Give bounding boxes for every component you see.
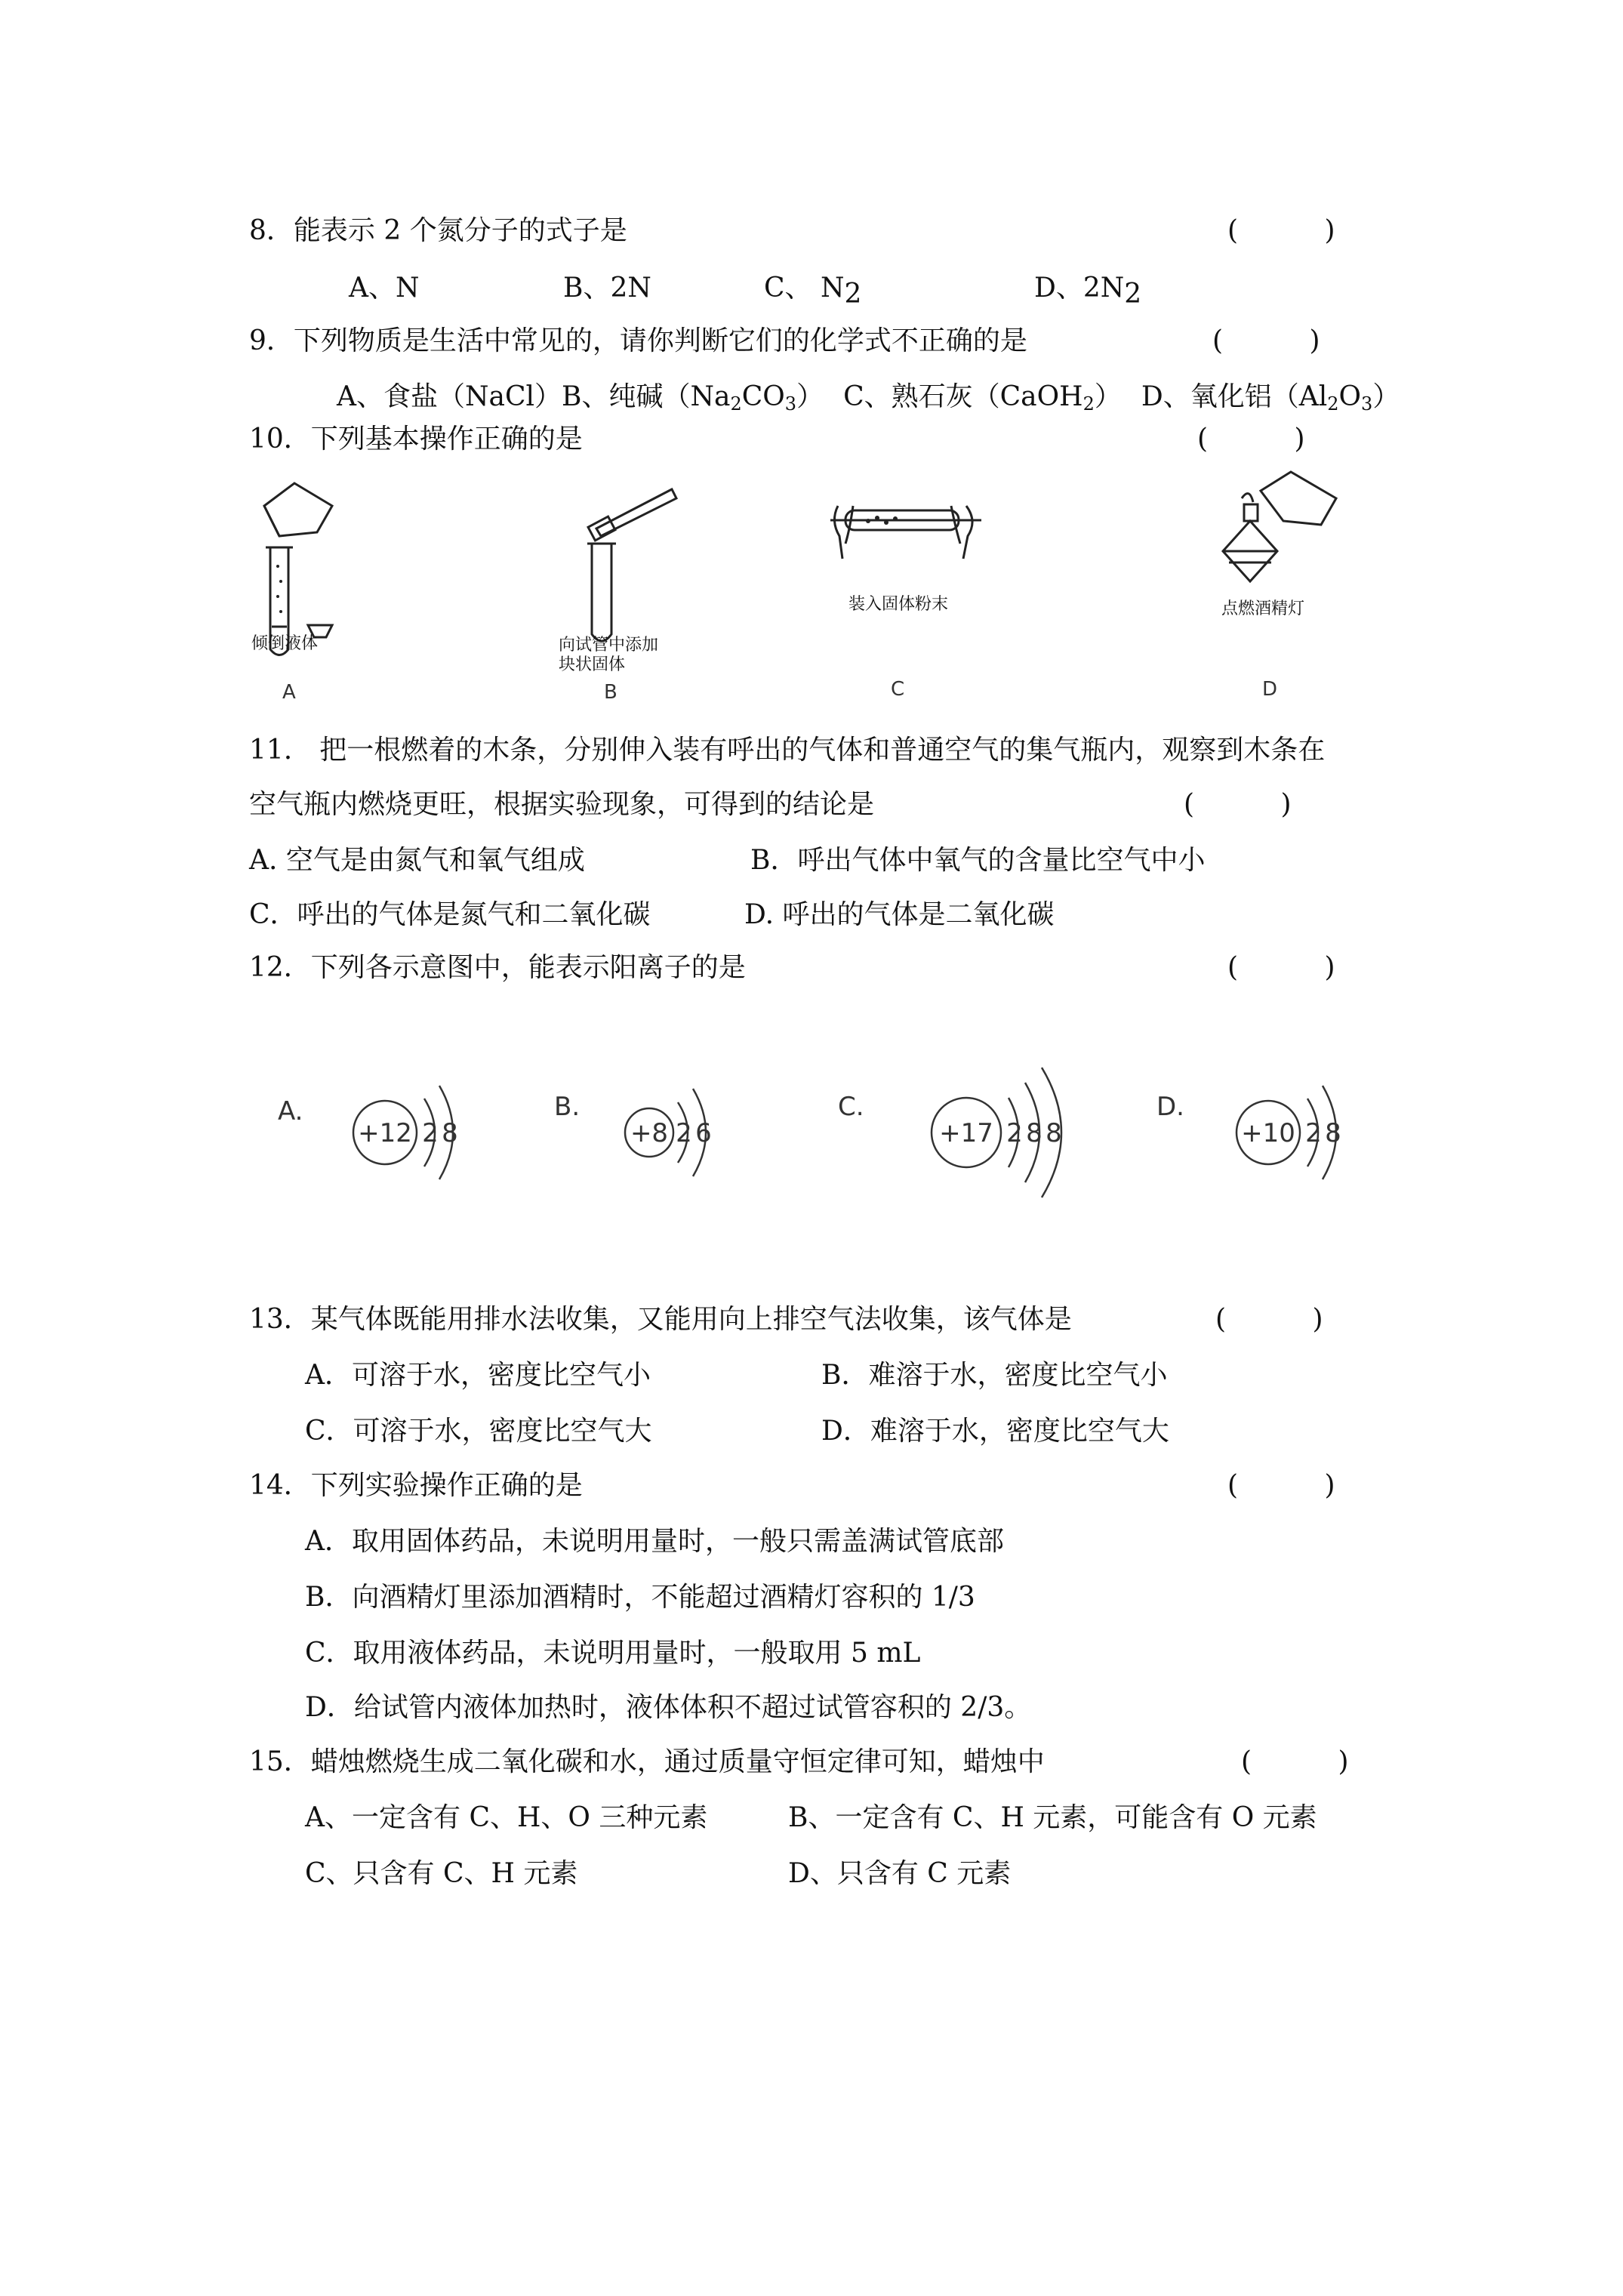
figure-a-letter: A xyxy=(282,681,296,704)
atom-d-shell-1: 2 xyxy=(1305,1118,1322,1148)
atom-c-diagram xyxy=(906,1034,1102,1231)
question-10-stem: 10．下列基本操作正确的是 xyxy=(249,424,583,455)
question-15-stem: 15．蜡烛燃烧生成二氧化碳和水，通过质量守恒定律可知，蜡烛中 xyxy=(249,1746,1045,1777)
question-8-option-d-sub: 2 xyxy=(1124,279,1142,310)
question-8-option-d xyxy=(1034,272,1142,310)
question-9-options xyxy=(337,381,1400,421)
question-8-option-c-text: C、 N xyxy=(764,273,845,304)
question-13-option-b: B．难溶于水，密度比空气小 xyxy=(821,1360,1168,1391)
atom-c-nucleus: +17 xyxy=(939,1118,993,1148)
question-13-option-d: D．难溶于水，密度比空气大 xyxy=(821,1416,1169,1447)
atom-b-shell-1: 2 xyxy=(676,1118,692,1148)
atom-c-label: C. xyxy=(838,1092,864,1122)
question-9-option-c: C、熟石灰（CaOH$_2$） xyxy=(843,381,1122,415)
atom-b-label: B. xyxy=(554,1092,581,1122)
question-14-option-a: A．取用固体药品，未说明用量时，一般只需盖满试管底部 xyxy=(305,1526,1004,1557)
question-15-option-b: B、一定含有 C、H 元素，可能含有 O 元素 xyxy=(788,1802,1317,1833)
question-8-option-d-text: D、2N xyxy=(1034,273,1125,304)
atom-b-shell-2: 6 xyxy=(695,1118,712,1148)
question-8-option-b: B、2N xyxy=(563,273,651,304)
question-9-option-b: B、纯碱$(Na_2CO_3)$ xyxy=(562,381,824,415)
question-11-option-d: D. 呼出的气体是二氧化碳 xyxy=(744,899,1055,930)
atom-d-label: D. xyxy=(1156,1092,1184,1122)
question-14-option-c: C．取用液体药品，未说明用量时，一般取用 5 mL xyxy=(305,1638,921,1669)
atom-c-shell-2: 8 xyxy=(1026,1118,1042,1148)
question-12-answer-paren: ( ) xyxy=(1227,952,1335,983)
atom-a-shell-1: 2 xyxy=(422,1118,439,1148)
question-11-answer-paren: ( ) xyxy=(1184,789,1292,820)
question-13-stem: 13．某气体既能用排水法收集，又能用向上排空气法收集，该气体是 xyxy=(249,1304,1072,1335)
figure-c-letter: C xyxy=(891,678,905,701)
figure-adding-solid xyxy=(574,476,694,649)
figure-b-letter: B xyxy=(604,681,617,704)
question-9-stem: 9．下列物质是生活中常见的，请你判断它们的化学式不正确的是 xyxy=(249,325,1027,356)
question-8-answer-paren: ( ) xyxy=(1227,215,1335,246)
question-14-stem: 14．下列实验操作正确的是 xyxy=(249,1470,583,1501)
atom-c-shell-1: 2 xyxy=(1006,1118,1023,1148)
atom-b-diagram xyxy=(604,1057,740,1208)
atom-d-shell-2: 8 xyxy=(1325,1118,1341,1148)
atom-a-diagram xyxy=(340,1057,491,1208)
question-11-stem-line2: 空气瓶内燃烧更旺，根据实验现象，可得到的结论是 xyxy=(249,789,875,820)
question-15-option-c: C、只含有 C、H 元素 xyxy=(305,1858,578,1889)
question-8-stem: 8．能表示 2 个氮分子的式子是 xyxy=(249,215,627,246)
question-15-option-d: D、只含有 C 元素 xyxy=(788,1858,1012,1889)
question-9-option-a: A、食盐（NaCl） xyxy=(337,381,562,412)
question-15-answer-paren: ( ) xyxy=(1241,1746,1349,1777)
figure-lighting-lamp xyxy=(1208,468,1344,589)
question-14-option-b: B．向酒精灯里添加酒精时，不能超过酒精灯容积的 1/3 xyxy=(305,1582,975,1613)
figure-d-letter: D xyxy=(1262,678,1278,701)
question-13-option-c: C．可溶于水，密度比空气大 xyxy=(305,1416,652,1447)
question-9-answer-paren: ( ) xyxy=(1212,325,1320,356)
question-11-option-c: C．呼出的气体是氮气和二氧化碳 xyxy=(249,899,651,930)
question-13-option-a: A．可溶于水，密度比空气小 xyxy=(305,1360,651,1391)
atom-d-nucleus: +10 xyxy=(1241,1118,1295,1148)
atom-a-label: A. xyxy=(278,1096,303,1126)
question-11-stem-line1: 11. 把一根燃着的木条，分别伸入装有呼出的气体和普通空气的集气瓶内，观察到木条在 xyxy=(249,735,1326,766)
atom-a-nucleus: +12 xyxy=(358,1118,412,1148)
question-14-answer-paren: ( ) xyxy=(1227,1470,1335,1501)
question-11-option-b: B．呼出气体中氧气的含量比空气中小 xyxy=(750,845,1206,876)
question-8-option-a: A、N xyxy=(349,273,420,304)
question-13-answer-paren: ( ) xyxy=(1215,1304,1323,1335)
question-14-option-d: D．给试管内液体加热时，液体体积不超过试管容积的 2/3。 xyxy=(305,1692,1032,1723)
atom-c-shell-3: 8 xyxy=(1046,1118,1062,1148)
question-15-option-a: A、一定含有 C、H、O 三种元素 xyxy=(305,1802,708,1833)
atom-b-nucleus: +8 xyxy=(630,1118,669,1148)
question-8-option-c-sub: 2 xyxy=(844,279,862,310)
question-8-option-c xyxy=(764,272,862,310)
atom-a-shell-2: 8 xyxy=(442,1118,458,1148)
figure-b-caption: 向试管中添加 块状固体 xyxy=(559,636,659,674)
question-11-option-a: A. 空气是由氮气和氧气组成 xyxy=(249,845,585,876)
figure-d-caption: 点燃酒精灯 xyxy=(1221,599,1305,618)
figure-loading-powder xyxy=(823,483,989,574)
figure-c-caption: 装入固体粉末 xyxy=(848,595,949,614)
question-9-option-d: D、氧化铝$(Al_2O_3)$ xyxy=(1141,381,1400,415)
question-12-stem: 12．下列各示意图中，能表示阳离子的是 xyxy=(249,952,746,983)
atom-d-diagram xyxy=(1223,1057,1374,1208)
figure-a-caption: 倾倒液体 xyxy=(251,634,319,653)
question-10-answer-paren: ( ) xyxy=(1197,424,1305,455)
figure-pouring-liquid xyxy=(249,476,347,657)
